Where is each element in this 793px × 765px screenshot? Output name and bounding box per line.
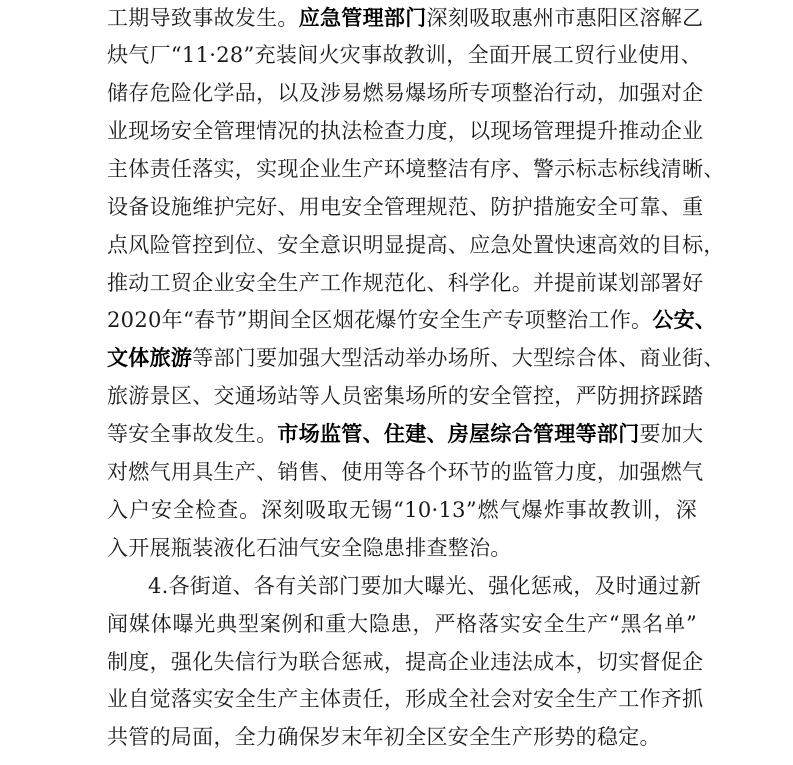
- text-segment: 等部门要加强大型活动举办场所、大型综合体、商业街、: [192, 346, 725, 370]
- text-line: [107, 265, 704, 302]
- text-segment: 点风险管控到位、安全意识明显提高、应急处置快速高效的目标，: [107, 233, 725, 257]
- bold-department-name: 文体旅游: [107, 346, 193, 370]
- text-segment: 主体责任落实，实现企业生产环境整洁有序、警示标志标线清晰、: [107, 157, 725, 181]
- text-segment: 入户安全检查。深刻吸取无锡“10·13”燃气爆炸事故教训，深: [107, 498, 697, 522]
- bold-department-name: 市场监管、住建、房屋综合管理等部门: [277, 422, 640, 446]
- text-segment: 炔气厂“11·28”充装间火灾事故教训，全面开展工贸行业使用、: [107, 43, 702, 67]
- text-segment: 对燃气用具生产、销售、使用等各个环节的监管力度，加强燃气: [107, 460, 704, 484]
- text-segment: 业自觉落实安全生产主体责任，形成全社会对安全生产工作齐抓: [107, 687, 704, 711]
- text-line: [107, 606, 697, 643]
- text-line: [107, 492, 697, 529]
- text-line: [107, 75, 704, 112]
- text-segment: 储存危险化学品，以及涉易燃易爆场所专项整治行动，加强对企: [107, 81, 704, 105]
- text-segment: 推动工贸企业安全生产工作规范化、科学化。并提前谋划部署好: [107, 271, 704, 295]
- text-line: [148, 568, 702, 605]
- text-line: [107, 416, 704, 453]
- text-line: [107, 37, 702, 74]
- text-segment: 设备设施维护完好、用电安全管理规范、防护措施安全可靠、重: [107, 195, 704, 219]
- text-segment: 要加大: [639, 422, 704, 446]
- text-line: [107, 719, 697, 756]
- text-segment: 2020年“春节”期间全区烟花爆竹安全生产专项整治工作。: [107, 308, 653, 332]
- text-line: [107, 454, 704, 491]
- text-segment: 工期导致事故发生。: [107, 6, 299, 30]
- text-line: [107, 681, 704, 718]
- text-line: [107, 113, 704, 150]
- text-segment: 共管的局面，全力确保岁末年初全区安全生产形势的稳定。: [107, 725, 661, 749]
- text-segment: 制度，强化失信行为联合惩戒，提高企业违法成本，切实督促企: [107, 650, 704, 674]
- bold-department-name: 应急管理部门: [298, 6, 427, 30]
- text-line: [107, 151, 725, 188]
- text-segment: 深刻吸取惠州市惠阳区溶解乙: [426, 6, 704, 30]
- text-line: [107, 302, 717, 339]
- text-line: [107, 378, 704, 415]
- text-segment: 闻媒体曝光典型案例和重大隐患，严格落实安全生产“黑名单”: [107, 612, 697, 636]
- text-segment: 等安全事故发生。: [107, 422, 278, 446]
- text-line: [107, 189, 704, 226]
- text-line: [107, 0, 704, 37]
- text-segment: 入开展瓶装液化石油气安全隐患排查整治。: [107, 536, 512, 560]
- text-line: [107, 340, 725, 377]
- text-line: [107, 644, 704, 681]
- text-segment: 4.各街道、各有关部门要加大曝光、强化惩戒，及时通过新: [148, 574, 702, 598]
- text-segment: 业现场安全管理情况的执法检查力度，以现场管理提升推动企业: [107, 119, 704, 143]
- text-line: [107, 227, 725, 264]
- text-segment: 旅游景区、交通场站等人员密集场所的安全管控，严防拥挤踩踏: [107, 384, 704, 408]
- bold-department-name: 公安、: [652, 308, 717, 332]
- text-line: [107, 530, 697, 567]
